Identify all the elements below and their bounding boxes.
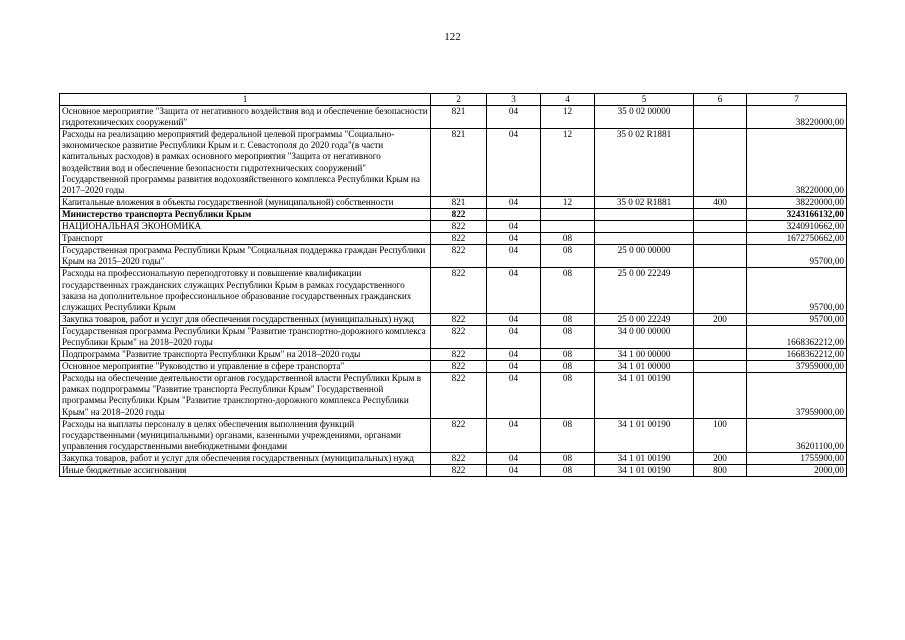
cell-name: Закупка товаров, работ и услуг для обеспечения государственных (муниципальных) нужд [60, 452, 431, 464]
column-header: 7 [747, 94, 847, 106]
cell-grbs: 822 [431, 361, 487, 373]
table-row [60, 245, 847, 268]
cell-target-article: 34 1 01 00000 [595, 361, 694, 373]
cell-subsection: 08 [541, 268, 595, 313]
table-row [60, 361, 847, 373]
cell-target-article: 34 1 01 00190 [595, 373, 694, 418]
cell-grbs: 822 [431, 418, 487, 452]
cell-target-article: 34 0 00 00000 [595, 325, 694, 348]
cell-amount: 37959000,00 [747, 373, 847, 418]
cell-section: 04 [487, 452, 541, 464]
table-row [60, 129, 847, 197]
cell-subsection: 08 [541, 245, 595, 268]
column-header: 4 [541, 94, 595, 106]
cell-grbs: 822 [431, 325, 487, 348]
cell-section: 04 [487, 373, 541, 418]
cell-grbs: 822 [431, 373, 487, 418]
cell-expense-type [694, 361, 747, 373]
cell-target-article: 25 0 00 22249 [595, 313, 694, 325]
cell-expense-type [694, 349, 747, 361]
cell-amount: 3243166132,00 [747, 208, 847, 220]
cell-expense-type: 200 [694, 452, 747, 464]
cell-amount: 36201100,00 [747, 418, 847, 452]
cell-expense-type [694, 208, 747, 220]
cell-amount: 38220000,00 [747, 106, 847, 129]
cell-amount: 38220000,00 [747, 129, 847, 197]
table-row [60, 325, 847, 348]
cell-name: Расходы на выплаты персоналу в целях обеспечения выполнения функций государственными (муниципальными) органами, казенными учреждениями, органами управления государственными внебюджетными фондами [60, 418, 431, 452]
cell-amount: 3240910662,00 [747, 221, 847, 233]
cell-name: Основное мероприятие "Руководство и управление в сфере транспорта" [60, 361, 431, 373]
cell-section: 04 [487, 129, 541, 197]
cell-section: 04 [487, 465, 541, 477]
cell-grbs: 822 [431, 245, 487, 268]
cell-name: Государственная программа Республики Крым "Развитие транспортно-дорожного комплекса Республики Крым" на 2018–2020 годы [60, 325, 431, 348]
cell-name: Подпрограмма "Развитие транспорта Республики Крым" на 2018–2020 годы [60, 349, 431, 361]
table-row [60, 196, 847, 208]
cell-expense-type [694, 221, 747, 233]
cell-amount: 1755900,00 [747, 452, 847, 464]
cell-name: Государственная программа Республики Крым "Социальная поддержка граждан Республики Крым на 2015–2020 годы" [60, 245, 431, 268]
cell-amount: 1668362212,00 [747, 349, 847, 361]
cell-target-article: 35 0 02 R1881 [595, 129, 694, 197]
cell-amount: 1668362212,00 [747, 325, 847, 348]
cell-grbs: 822 [431, 465, 487, 477]
cell-grbs: 822 [431, 268, 487, 313]
cell-grbs: 822 [431, 221, 487, 233]
cell-amount: 38220000,00 [747, 196, 847, 208]
cell-name: Министерство транспорта Республики Крым [60, 208, 431, 220]
cell-amount: 2000,00 [747, 465, 847, 477]
cell-subsection: 12 [541, 129, 595, 197]
cell-expense-type [694, 373, 747, 418]
table-row [60, 418, 847, 452]
cell-name: Расходы на реализацию мероприятий федеральной целевой программы "Социально-экономическое развитие Республики Крым и г. Севастополя до 2020 года"(в части капитальных расходов) в рамках основного мероприятия "Защита от негативного воздействия вод и обеспечение безопасности гидротехнических сооружений" Государственной программы развития водохозяйственного комплекса Республики Крым на 2017–2020 годы [60, 129, 431, 197]
cell-section: 04 [487, 233, 541, 245]
cell-section [487, 208, 541, 220]
cell-section: 04 [487, 106, 541, 129]
cell-name: Закупка товаров, работ и услуг для обеспечения государственных (муниципальных) нужд [60, 313, 431, 325]
cell-expense-type: 400 [694, 196, 747, 208]
cell-target-article: 25 0 00 00000 [595, 245, 694, 268]
cell-subsection: 08 [541, 465, 595, 477]
cell-subsection: 08 [541, 361, 595, 373]
column-header: 3 [487, 94, 541, 106]
cell-expense-type [694, 245, 747, 268]
cell-expense-type: 800 [694, 465, 747, 477]
cell-amount: 95700,00 [747, 245, 847, 268]
cell-name: Расходы на обеспечение деятельности органов государственной власти Республики Крым в рамках подпрограммы "Развитие транспорта Республики Крым" Государственной программы Республики Крым "Развитие транспортно-дорожного комплекса Республики Крым" на 2018–2020 годы [60, 373, 431, 418]
cell-grbs: 822 [431, 233, 487, 245]
cell-target-article: 25 0 00 22249 [595, 268, 694, 313]
cell-target-article: 35 0 02 00000 [595, 106, 694, 129]
cell-target-article [595, 233, 694, 245]
cell-grbs: 822 [431, 208, 487, 220]
cell-target-article [595, 221, 694, 233]
cell-subsection: 12 [541, 106, 595, 129]
table-row [60, 373, 847, 418]
cell-section: 04 [487, 349, 541, 361]
cell-grbs: 822 [431, 313, 487, 325]
cell-expense-type [694, 106, 747, 129]
cell-subsection: 08 [541, 349, 595, 361]
table-row [60, 268, 847, 313]
cell-target-article: 35 0 02 R1881 [595, 196, 694, 208]
cell-amount: 1672750662,00 [747, 233, 847, 245]
table-row [60, 465, 847, 477]
page-number: 122 [444, 31, 461, 43]
cell-grbs: 822 [431, 452, 487, 464]
budget-table [59, 93, 847, 477]
cell-subsection [541, 208, 595, 220]
table-row [60, 208, 847, 220]
cell-subsection: 08 [541, 313, 595, 325]
cell-section: 04 [487, 361, 541, 373]
cell-subsection: 08 [541, 418, 595, 452]
cell-amount: 95700,00 [747, 268, 847, 313]
table-row [60, 106, 847, 129]
cell-target-article: 34 1 00 00000 [595, 349, 694, 361]
cell-section: 04 [487, 196, 541, 208]
cell-target-article: 34 1 01 00190 [595, 465, 694, 477]
cell-name: Расходы на профессиональную переподготовку и повышение квалификации государственных гражданских служащих Республики Крым в рамках государственного заказа на дополнительное профессиональное образование государственных гражданских служащих Республики Крым [60, 268, 431, 313]
column-header: 2 [431, 94, 487, 106]
cell-grbs: 821 [431, 196, 487, 208]
cell-subsection: 08 [541, 452, 595, 464]
cell-section: 04 [487, 245, 541, 268]
cell-subsection: 12 [541, 196, 595, 208]
cell-target-article [595, 208, 694, 220]
table-row [60, 221, 847, 233]
table-header-row [60, 94, 847, 106]
cell-subsection: 08 [541, 233, 595, 245]
cell-expense-type: 100 [694, 418, 747, 452]
cell-subsection [541, 221, 595, 233]
cell-expense-type [694, 233, 747, 245]
cell-name: Основное мероприятие "Защита от негативного воздействия вод и обеспечение безопасности гидротехнических сооружений" [60, 106, 431, 129]
column-header: 6 [694, 94, 747, 106]
column-header: 1 [60, 94, 431, 106]
cell-section: 04 [487, 325, 541, 348]
column-header: 5 [595, 94, 694, 106]
table-row [60, 349, 847, 361]
cell-subsection: 08 [541, 325, 595, 348]
table-row [60, 233, 847, 245]
cell-amount: 37959000,00 [747, 361, 847, 373]
cell-grbs: 822 [431, 349, 487, 361]
cell-name: НАЦИОНАЛЬНАЯ ЭКОНОМИКА [60, 221, 431, 233]
cell-grbs: 821 [431, 129, 487, 197]
table-row [60, 313, 847, 325]
cell-section: 04 [487, 418, 541, 452]
cell-name: Транспорт [60, 233, 431, 245]
cell-amount: 95700,00 [747, 313, 847, 325]
cell-section: 04 [487, 268, 541, 313]
cell-section: 04 [487, 313, 541, 325]
cell-expense-type: 200 [694, 313, 747, 325]
cell-target-article: 34 1 01 00190 [595, 418, 694, 452]
cell-grbs: 821 [431, 106, 487, 129]
cell-subsection: 08 [541, 373, 595, 418]
cell-target-article: 34 1 01 00190 [595, 452, 694, 464]
cell-expense-type [694, 129, 747, 197]
cell-expense-type [694, 325, 747, 348]
cell-section: 04 [487, 221, 541, 233]
table-row [60, 452, 847, 464]
cell-name: Капитальные вложения в объекты государственной (муниципальной) собственности [60, 196, 431, 208]
cell-expense-type [694, 268, 747, 313]
cell-name: Иные бюджетные ассигнования [60, 465, 431, 477]
